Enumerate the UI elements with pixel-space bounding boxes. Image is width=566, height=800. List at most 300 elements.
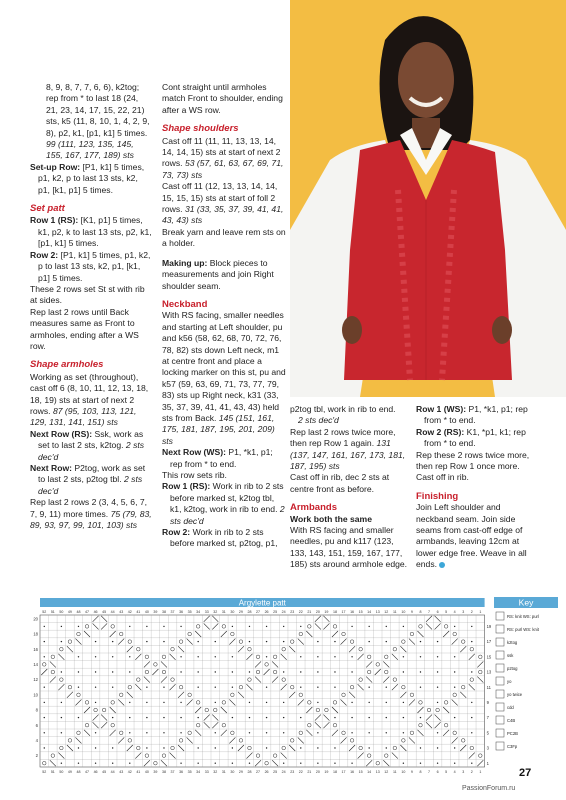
col-number: 3 xyxy=(462,610,465,614)
symbol-purl xyxy=(420,671,421,672)
symbol-purl xyxy=(129,717,130,718)
text: Work in rib to 2 sts before marked st, k2tog tbl, k1, k2tog, work in rib to end. xyxy=(170,481,284,515)
symbol-purl xyxy=(61,763,62,764)
symbol-purl xyxy=(180,763,181,764)
key-swatch xyxy=(496,664,504,672)
symbol-purl xyxy=(471,641,472,642)
col-number-bottom: 29 xyxy=(238,770,243,774)
symbol-purl xyxy=(215,641,216,642)
key-swatch xyxy=(496,651,504,659)
symbol-purl xyxy=(163,626,164,627)
symbol-purl xyxy=(386,702,387,703)
col-number-bottom: 12 xyxy=(384,770,389,774)
symbol-purl xyxy=(471,702,472,703)
symbol-purl xyxy=(454,747,455,748)
symbol-purl xyxy=(317,641,318,642)
symbol-purl xyxy=(78,671,79,672)
col-number-bottom: 42 xyxy=(127,770,132,774)
text: Working as set (throughout), cast off 6 (8, 10, 11, 12, 13, 18, 18, 19) sts at start of next 2 rows. xyxy=(30,371,149,416)
col-number: 26 xyxy=(264,610,269,614)
col-number: 48 xyxy=(76,610,81,614)
col-number: 31 xyxy=(221,610,226,614)
col-number-bottom: 32 xyxy=(213,770,218,774)
symbol-purl xyxy=(283,641,284,642)
heading-shape-armholes: Shape armholes xyxy=(30,359,104,371)
symbol-purl xyxy=(44,717,45,718)
col-number-bottom: 50 xyxy=(59,770,64,774)
symbol-purl xyxy=(454,687,455,688)
row-number-right: 13 xyxy=(486,669,492,675)
symbol-purl xyxy=(403,763,404,764)
col-number-bottom: 37 xyxy=(170,770,175,774)
symbol-purl xyxy=(249,763,250,764)
symbol-purl xyxy=(95,656,96,657)
col-number-bottom: 21 xyxy=(307,770,312,774)
symbol-purl xyxy=(334,717,335,718)
column-2 xyxy=(162,82,286,550)
col-number: 13 xyxy=(375,610,380,614)
col-number-bottom: 47 xyxy=(85,770,90,774)
symbol-purl xyxy=(215,732,216,733)
stitch-count: 87 (95, 103, 113, 121, 129, 131, 141, 151) sts xyxy=(30,405,137,428)
row-number-left: 12 xyxy=(33,677,38,683)
row-label: Row 2: xyxy=(30,249,59,260)
key-label: cdd xyxy=(507,705,514,710)
symbol-purl xyxy=(146,747,147,748)
symbol-purl xyxy=(471,626,472,627)
col-number: 46 xyxy=(93,610,98,614)
symbol-purl xyxy=(249,641,250,642)
text: [P1, k1] 5 times, p1, k2, p to last 13 sts, k2, p1, [k1, p1] 5 times. xyxy=(38,249,151,283)
symbol-purl xyxy=(420,763,421,764)
symbol-purl xyxy=(368,717,369,718)
photo-illustration xyxy=(290,0,566,397)
symbol-purl xyxy=(78,656,79,657)
symbol-purl xyxy=(215,763,216,764)
text: With RS facing, smaller needles and starting at Left shoulder, pu and k56 (58, 62, 68, 70, 72, 76, 78, 82) sts down Left neck, m1 at centre front and place a locking marker on this st, pu and k57 (59, 63, 69, 71, 73, 77, 79, 83) sts up Right neck, k31 (33, 35, 37, 39, 41, 41, 43, 43) held sts from Back. xyxy=(162,310,286,423)
heading-finishing: Finishing xyxy=(416,490,459,502)
symbol-purl xyxy=(44,747,45,748)
key-label: C3Fp xyxy=(507,744,518,749)
heading-set-patt: Set patt xyxy=(30,203,65,215)
symbol-purl xyxy=(146,687,147,688)
text: Cast off 11 (12, 13, 13, 14, 14, 15, 15, 15) sts at start of foll 2 rows. xyxy=(162,181,278,215)
symbol-purl xyxy=(317,671,318,672)
col-number: 49 xyxy=(67,610,72,614)
col-number: 22 xyxy=(298,610,303,614)
symbol-purl xyxy=(471,671,472,672)
row-label: Row 1 (RS): xyxy=(162,481,211,492)
symbol-purl xyxy=(232,747,233,748)
col-number: 10 xyxy=(401,610,406,614)
symbol-purl xyxy=(163,687,164,688)
symbol-purl xyxy=(454,671,455,672)
col-number-bottom: 19 xyxy=(324,770,329,774)
symbol-purl xyxy=(317,656,318,657)
column-3 xyxy=(290,404,408,571)
symbol-purl xyxy=(197,641,198,642)
text: K1, *p1, k1; rep from * to end. xyxy=(424,426,526,449)
symbol-purl xyxy=(471,732,472,733)
col-number: 32 xyxy=(213,610,218,614)
symbol-purl xyxy=(44,702,45,703)
row-label: Row 2: xyxy=(162,527,191,538)
symbol-purl xyxy=(266,626,267,627)
col-number: 12 xyxy=(384,610,389,614)
col-number-bottom: 39 xyxy=(153,770,158,774)
symbol-purl xyxy=(351,732,352,733)
symbol-purl xyxy=(197,687,198,688)
col-number-bottom: 17 xyxy=(341,770,346,774)
row-number-left: 6 xyxy=(35,722,38,728)
symbol-purl xyxy=(95,763,96,764)
col-number-bottom: 16 xyxy=(350,770,355,774)
setup-row-label: Set-up Row: xyxy=(30,161,81,172)
col-number-bottom: 40 xyxy=(144,770,149,774)
symbol-purl xyxy=(129,702,130,703)
symbol-purl xyxy=(95,732,96,733)
stitch-count: 99 (111, 123, 135, 145, 155, 167, 177, 189) sts xyxy=(46,139,134,161)
col-number: 38 xyxy=(161,610,166,614)
symbol-purl xyxy=(266,717,267,718)
col-number-bottom: 20 xyxy=(315,770,320,774)
symbol-purl xyxy=(266,641,267,642)
symbol-purl xyxy=(437,656,438,657)
col-number: 40 xyxy=(144,610,149,614)
symbol-purl xyxy=(232,671,233,672)
symbol-purl xyxy=(368,626,369,627)
stitch-count: 131 (137, 147, 161, 167, 173, 181, 187, 195) sts xyxy=(290,438,406,472)
symbol-purl xyxy=(163,732,164,733)
col-number-bottom: 31 xyxy=(221,770,226,774)
text: P1, *k1, p1; rep from * to end. xyxy=(170,447,273,469)
row-label: Row 1 (RS): xyxy=(30,215,79,226)
key-label: yo twice xyxy=(507,692,523,697)
col-number-bottom: 36 xyxy=(179,770,184,774)
symbol-purl xyxy=(403,626,404,627)
chart-svg xyxy=(28,598,494,778)
col-number-bottom: 11 xyxy=(392,770,397,774)
symbol-purl xyxy=(386,626,387,627)
col-number: 14 xyxy=(367,610,372,614)
col-number: 21 xyxy=(307,610,312,614)
col-number: 7 xyxy=(428,610,431,614)
symbol-purl xyxy=(197,747,198,748)
symbol-purl xyxy=(300,656,301,657)
row-number-right: 7 xyxy=(486,715,489,721)
col-number: 6 xyxy=(436,610,439,614)
row-number-left: 18 xyxy=(33,631,38,637)
symbol-purl xyxy=(249,717,250,718)
col-number: 9 xyxy=(410,610,413,614)
symbol-purl xyxy=(437,687,438,688)
text: [P1, k1] 5 times, p1, k2, p to last 13 sts, k2, p1, [k1, p1] 5 times. xyxy=(38,161,145,195)
col-number: 36 xyxy=(179,610,184,614)
col-number-bottom: 5 xyxy=(445,770,448,774)
col-number-bottom: 46 xyxy=(93,770,98,774)
stitch-count: 145 (151, 161, 175, 181, 187, 195, 201, 209) sts xyxy=(162,412,275,446)
symbol-purl xyxy=(351,717,352,718)
col-number: 47 xyxy=(85,610,90,614)
symbol-purl xyxy=(215,687,216,688)
row-number-left: 2 xyxy=(35,753,38,759)
col-number-bottom: 52 xyxy=(42,770,47,774)
col-number-bottom: 24 xyxy=(281,770,286,774)
col-number-bottom: 51 xyxy=(50,770,55,774)
symbol-purl xyxy=(44,626,45,627)
col-number-bottom: 6 xyxy=(436,770,439,774)
symbol-purl xyxy=(44,732,45,733)
symbol-purl xyxy=(129,763,130,764)
row-number-left: 14 xyxy=(33,662,38,667)
key-label: C4B xyxy=(507,718,516,723)
key-swatch xyxy=(496,612,504,620)
symbol-purl xyxy=(129,656,130,657)
symbol-purl xyxy=(180,671,181,672)
col-number-bottom: 4 xyxy=(453,770,456,774)
symbol-purl xyxy=(368,687,369,688)
symbol-purl xyxy=(112,687,113,688)
symbol-purl xyxy=(368,732,369,733)
symbol-purl xyxy=(146,626,147,627)
column-4 xyxy=(416,404,534,571)
col-number: 5 xyxy=(445,610,448,614)
text: P1, *k1, p1; rep from * to end. xyxy=(424,404,528,426)
col-number: 23 xyxy=(290,610,295,614)
symbol-purl xyxy=(403,717,404,718)
symbol-purl xyxy=(266,656,267,657)
symbol-purl xyxy=(437,641,438,642)
col-number-bottom: 44 xyxy=(110,770,115,774)
key-swatch xyxy=(496,677,504,685)
symbol-purl xyxy=(351,626,352,627)
symbol-purl xyxy=(403,702,404,703)
symbol-purl xyxy=(78,747,79,748)
symbol-purl xyxy=(180,702,181,703)
heading-armbands: Armbands xyxy=(290,502,337,514)
symbol-purl xyxy=(232,626,233,627)
col-number-bottom: 13 xyxy=(375,770,380,774)
making-up-label: Making up: xyxy=(162,257,208,268)
symbol-purl xyxy=(163,717,164,718)
symbol-purl xyxy=(283,763,284,764)
col-number: 34 xyxy=(196,610,201,614)
col-number: 11 xyxy=(392,610,397,614)
symbol-purl xyxy=(454,656,455,657)
col-number: 42 xyxy=(127,610,132,614)
stitch-count: 31 (33, 35, 37, 39, 41, 41, 43, 43) sts xyxy=(162,204,284,226)
symbol-purl xyxy=(44,687,45,688)
col-number: 43 xyxy=(119,610,124,614)
symbol-purl xyxy=(334,641,335,642)
stitch-count: 2 sts dec'd xyxy=(38,474,143,496)
symbol-purl xyxy=(232,687,233,688)
symbol-purl xyxy=(146,732,147,733)
row-number-left: 8 xyxy=(35,707,38,713)
key-label: ssk xyxy=(507,653,514,658)
col-number-bottom: 18 xyxy=(332,770,337,774)
key-swatch xyxy=(496,690,504,698)
symbol-purl xyxy=(78,763,79,764)
symbol-purl xyxy=(215,656,216,657)
symbol-purl xyxy=(44,641,45,642)
text: Rep these 2 rows twice more, then rep Row 1 once more. Cast off in rib. xyxy=(416,449,530,483)
text: P2tog, work as set to last 2 sts, p2tog tbl. xyxy=(38,463,146,485)
col-number: 33 xyxy=(204,610,209,614)
symbol-purl xyxy=(61,626,62,627)
col-number: 52 xyxy=(42,610,47,614)
symbol-purl xyxy=(317,687,318,688)
col-number: 44 xyxy=(110,610,115,614)
symbol-purl xyxy=(78,687,79,688)
text: Cont straight until armholes match Front to shoulder, ending after a WS row. xyxy=(162,82,283,115)
col-number-bottom: 25 xyxy=(273,770,278,774)
stitch-count: 2 sts dec'd xyxy=(170,504,285,526)
symbol-purl xyxy=(266,687,267,688)
symbol-purl xyxy=(386,641,387,642)
col-number-bottom: 9 xyxy=(410,770,413,774)
key-label: PC2B xyxy=(507,731,518,736)
symbol-purl xyxy=(129,732,130,733)
symbol-purl xyxy=(95,747,96,748)
symbol-purl xyxy=(403,671,404,672)
text: Block pieces to measurements and join Right shoulder seam. xyxy=(162,257,274,291)
row-label: Next Row: xyxy=(30,463,73,473)
symbol-purl xyxy=(454,626,455,627)
symbol-purl xyxy=(420,747,421,748)
symbol-purl xyxy=(129,671,130,672)
col-number-bottom: 10 xyxy=(401,770,406,774)
symbol-purl xyxy=(215,702,216,703)
col-number: 2 xyxy=(470,610,473,614)
text: p2tog tbl, work in rib to end. xyxy=(290,404,396,414)
symbol-purl xyxy=(437,763,438,764)
text: Cast off in rib, dec 2 sts at centre front as before. xyxy=(290,472,390,494)
text: 8, 9, 8, 7, 7, 6, 6), k2tog; rep from * to last 18 (24, 21, 23, 14, 17, 15, 22, 21) sts, k5 (11, 8, 10, 1, 4, 2, 9, 8), p2, k1, [p1, k1] 5 times. xyxy=(46,82,150,138)
col-number: 27 xyxy=(256,610,261,614)
symbol-purl xyxy=(197,671,198,672)
row-number-right: 1 xyxy=(486,760,489,766)
col-number: 17 xyxy=(341,610,346,614)
row-number-right: 11 xyxy=(486,684,491,690)
col-number: 18 xyxy=(332,610,337,614)
symbol-purl xyxy=(61,671,62,672)
col-number: 15 xyxy=(358,610,363,614)
symbol-purl xyxy=(180,626,181,627)
symbol-purl xyxy=(249,732,250,733)
symbol-purl xyxy=(197,717,198,718)
work-both-label: Work both the same xyxy=(290,513,372,524)
text: Rep last 2 rows 2 (3, 4, 5, 6, 7, 7, 9, 11) more times. xyxy=(30,497,148,519)
key-label: k2tog xyxy=(507,640,518,645)
symbol-purl xyxy=(386,717,387,718)
text: Break yarn and leave rem sts on a holder. xyxy=(162,226,286,249)
symbol-purl xyxy=(146,702,147,703)
key-label: RS: purl WS: knit xyxy=(507,627,539,632)
symbol-purl xyxy=(454,763,455,764)
symbol-purl xyxy=(283,732,284,733)
symbol-purl xyxy=(386,732,387,733)
symbol-purl xyxy=(112,763,113,764)
heading-neckband: Neckband xyxy=(162,298,208,310)
symbol-purl xyxy=(163,747,164,748)
heading-shape-shoulders: Shape shoulders xyxy=(162,123,239,135)
symbol-purl xyxy=(215,671,216,672)
symbol-purl xyxy=(437,732,438,733)
symbol-purl xyxy=(249,671,250,672)
page-number: 27 xyxy=(519,767,532,779)
symbol-purl xyxy=(368,641,369,642)
row-number-left: 10 xyxy=(33,692,38,698)
col-number-bottom: 45 xyxy=(102,770,107,774)
symbol-purl xyxy=(232,717,233,718)
symbol-purl xyxy=(146,717,147,718)
text: Rep last 2 rows twice more, then rep Row 1 again. xyxy=(290,426,396,449)
symbol-purl xyxy=(180,717,181,718)
symbol-purl xyxy=(163,702,164,703)
row-number-right: 15 xyxy=(486,654,492,660)
row-number-left: 16 xyxy=(33,646,38,652)
symbol-purl xyxy=(249,626,250,627)
symbol-purl xyxy=(317,702,318,703)
symbol-purl xyxy=(215,747,216,748)
symbol-purl xyxy=(351,671,352,672)
col-number-bottom: 23 xyxy=(290,770,295,774)
end-dot-icon xyxy=(439,562,445,568)
text: Work in rib to 2 sts before marked st, p2tog, p1, xyxy=(170,527,278,549)
symbol-purl xyxy=(232,656,233,657)
stitch-count: 2 sts dec'd xyxy=(38,440,145,462)
col-number: 35 xyxy=(187,610,192,614)
col-number: 37 xyxy=(170,610,175,614)
site-watermark: PassionForum.ru xyxy=(462,785,516,792)
key-label: p2tog xyxy=(507,666,518,671)
row-label: Next Row (RS): xyxy=(30,428,93,439)
col-number: 19 xyxy=(324,610,329,614)
symbol-purl xyxy=(334,747,335,748)
symbol-purl xyxy=(403,732,404,733)
symbol-purl xyxy=(300,747,301,748)
symbol-purl xyxy=(420,717,421,718)
text: This row sets rib. xyxy=(162,470,227,480)
symbol-purl xyxy=(112,641,113,642)
key-swatch xyxy=(496,729,504,737)
text: Cast off 11 (11, 11, 13, 13, 14, 14, 14, 15) sts at start of next 2 rows. xyxy=(162,135,281,169)
symbol-purl xyxy=(197,656,198,657)
symbol-purl xyxy=(300,763,301,764)
symbol-purl xyxy=(317,732,318,733)
column-1 xyxy=(30,82,152,531)
symbol-purl xyxy=(351,656,352,657)
col-number-bottom: 1 xyxy=(479,770,482,774)
symbol-purl xyxy=(334,687,335,688)
text: Ssk, work as set to last 2 sts, k2tog. xyxy=(38,428,144,451)
col-number-bottom: 14 xyxy=(367,770,372,774)
col-number-bottom: 2 xyxy=(470,770,473,774)
col-number-bottom: 8 xyxy=(419,770,422,774)
symbol-purl xyxy=(386,687,387,688)
row-number-right: 17 xyxy=(486,639,492,645)
chart-title: Argylette patt xyxy=(238,598,286,608)
symbol-purl xyxy=(420,687,421,688)
col-number-bottom: 3 xyxy=(462,770,465,774)
symbol-purl xyxy=(266,747,267,748)
symbol-purl xyxy=(471,763,472,764)
symbol-purl xyxy=(283,702,284,703)
symbol-purl xyxy=(386,747,387,748)
col-number-bottom: 30 xyxy=(230,770,235,774)
symbol-purl xyxy=(351,763,352,764)
